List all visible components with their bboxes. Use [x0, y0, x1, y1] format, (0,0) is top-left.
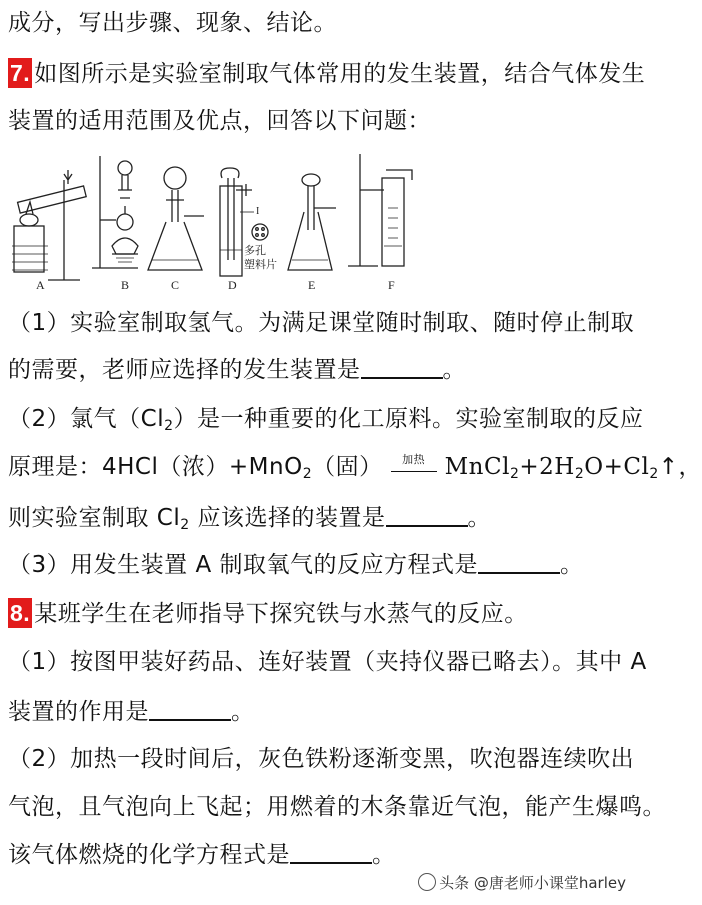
line-text: 成分，写出步骤、现象、结论。: [8, 10, 337, 36]
line-text: MnCl: [444, 454, 510, 480]
line-text: ）是一种重要的化工原料。实验室制取的反应: [173, 406, 644, 432]
question-7-header: [8, 58, 646, 89]
answer-blank[interactable]: [149, 699, 231, 721]
question-number-8: 8.: [10, 600, 31, 626]
porous-plate-note-2: 塑料片: [244, 258, 277, 271]
line-text: 装置的适用范围及优点，回答以下问题：: [8, 108, 431, 134]
line-text: 。: [442, 357, 466, 383]
line-text: （固）: [312, 454, 383, 480]
text-line: [8, 355, 634, 385]
subscript: 2: [509, 466, 520, 482]
line-text: 应该选择的装置是: [189, 505, 386, 531]
line-text: ↑，: [658, 454, 702, 480]
figure-label-e: E: [308, 278, 316, 292]
apparatus-c: [148, 167, 204, 270]
text-line: [8, 503, 634, 540]
figure-label-c: C: [171, 278, 180, 292]
apparatus-e: [288, 174, 336, 270]
line-text: （1）实验室制取氢气。为满足课堂随时制取、随时停止制取: [8, 310, 635, 336]
text-line: [8, 106, 634, 136]
text-line: [8, 8, 634, 38]
text-line: [8, 697, 634, 727]
text-line: [8, 792, 666, 822]
line-text: 原理是：4HCl（浓）+MnO: [8, 454, 303, 480]
subscript: 2: [574, 466, 585, 482]
line-text: 。: [467, 505, 491, 531]
heating-label: 加热: [402, 452, 426, 466]
answer-blank[interactable]: [361, 357, 443, 379]
line-text: O+Cl: [584, 454, 650, 480]
answer-blank[interactable]: [290, 842, 372, 864]
text-line: [8, 840, 634, 870]
line-text: 。: [231, 699, 255, 725]
answer-blank[interactable]: [386, 505, 468, 527]
text-line: [8, 744, 634, 774]
line-text: 该气体燃烧的化学方程式是: [8, 842, 290, 868]
line-text: （2）加热一段时间后，灰色铁粉逐渐变黑，吹泡器连续吹出: [8, 746, 635, 772]
line-text: 如图所示是实验室制取气体常用的发生装置，结合气体发生: [34, 61, 646, 87]
line-text: 的需要，老师应选择的发生装置是: [8, 357, 361, 383]
line-text: 。: [372, 842, 396, 868]
figure-label-d: D: [228, 278, 237, 292]
figure-label-b: B: [121, 278, 130, 292]
line-text: 装置的作用是: [8, 699, 149, 725]
subscript: 2: [302, 466, 313, 482]
apparatus-a: [12, 170, 86, 280]
question-8-header: [8, 598, 634, 629]
question-number-7: 7.: [10, 60, 31, 86]
figure-marker: I: [256, 206, 260, 217]
line-text: （3）用发生装置 A 制取氧气的反应方程式是: [8, 552, 478, 578]
line-text: 则实验室制取 Cl: [8, 505, 181, 531]
line-text: 。: [560, 552, 584, 578]
line-text: 气泡，且气泡向上飞起；用燃着的木条靠近气泡，能产生爆鸣。: [8, 794, 666, 820]
account-icon: [418, 873, 436, 891]
answer-blank[interactable]: [478, 552, 560, 574]
line-text: +2H: [519, 454, 575, 480]
apparatus-f: [348, 154, 412, 266]
line-text: （1）按图甲装好药品、连好装置（夹持仪器已略去）。其中 A: [8, 649, 647, 675]
porous-plate-note-1: 多孔: [244, 244, 266, 257]
reaction-arrow-line: [391, 471, 437, 472]
text-line: [8, 404, 644, 441]
equation-line: [8, 452, 702, 489]
subscript: 2: [649, 466, 659, 482]
text-line: [8, 647, 647, 677]
apparatus-drawing: [8, 150, 628, 300]
figure-label-f: F: [388, 278, 395, 292]
line-text: 某班学生在老师指导下探究铁与水蒸气的反应。: [34, 601, 528, 627]
subscript: 2: [164, 418, 174, 434]
apparatus-b: [92, 156, 138, 268]
watermark-text: 头条 @唐老师小课堂harley: [439, 874, 626, 892]
text-line: [8, 308, 634, 338]
text-line: [8, 550, 634, 580]
figure-label-a: A: [36, 278, 45, 292]
line-text: （2）氯气（Cl: [8, 406, 165, 432]
watermark: [418, 872, 626, 893]
subscript: 2: [180, 517, 190, 533]
apparatus-figure: [8, 150, 628, 300]
heating-condition: [389, 454, 439, 482]
